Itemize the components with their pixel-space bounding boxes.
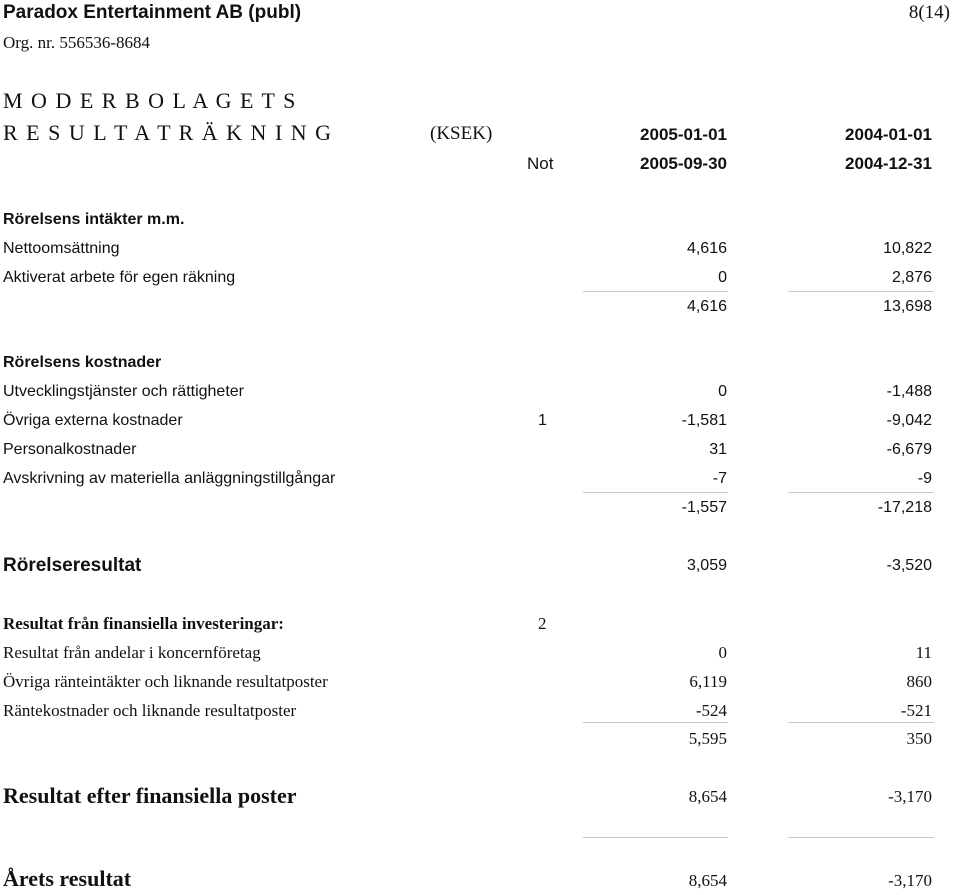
subtotal-rule xyxy=(583,492,728,493)
costs-subtotal-prior: -17,218 xyxy=(877,499,932,516)
value-current: 0 xyxy=(718,269,727,286)
value-current: 4,616 xyxy=(686,240,727,257)
total-rule xyxy=(788,837,934,838)
operating-result-label: Rörelseresultat xyxy=(3,555,142,576)
row-label: Övriga ränteintäkter och liknande resultatposter xyxy=(3,672,328,691)
value-prior: 11 xyxy=(915,643,932,662)
row-label: Resultat från andelar i koncernföretag xyxy=(3,643,261,662)
row-label: Aktiverat arbete för egen räkning xyxy=(3,269,236,286)
company-name: Paradox Entertainment AB (publ) xyxy=(3,2,302,23)
value-prior: -521 xyxy=(900,701,932,720)
result-after-financial-current: 8,654 xyxy=(688,787,727,806)
subtotal-rule xyxy=(583,722,728,723)
financial-subtotal-prior: 350 xyxy=(906,729,932,748)
revenue-subtotal-prior: 13,698 xyxy=(883,298,932,315)
revenue-subtotal-current: 4,616 xyxy=(686,298,727,315)
statement-title-line2: R E S U L T A T R Ä K N I N G xyxy=(3,120,333,145)
result-after-financial-label: Resultat efter finansiella poster xyxy=(3,783,297,808)
note-column-header: Not xyxy=(527,154,554,173)
period-prior-from: 2004-01-01 xyxy=(845,125,932,144)
currency-unit: (KSEK) xyxy=(430,123,493,144)
subtotal-rule xyxy=(583,291,728,292)
net-result-prior: -3,170 xyxy=(888,871,932,890)
value-current: 6,119 xyxy=(689,672,727,691)
org-number: Org. nr. 556536-8684 xyxy=(3,33,151,52)
result-after-financial-prior: -3,170 xyxy=(888,787,932,806)
net-result-label: Årets resultat xyxy=(3,866,132,891)
value-current: -1,581 xyxy=(681,412,727,429)
operating-result-current: 3,059 xyxy=(686,557,727,574)
subtotal-rule xyxy=(788,291,934,292)
period-prior-to: 2004-12-31 xyxy=(845,154,932,173)
statement-title-line1: M O D E R B O L A G E T S xyxy=(3,88,297,113)
note-ref: 1 xyxy=(538,412,547,429)
financial-subtotal-current: 5,595 xyxy=(688,729,727,748)
net-result-current: 8,654 xyxy=(688,871,727,890)
value-prior: -6,679 xyxy=(886,441,932,458)
value-current: 0 xyxy=(718,643,727,662)
note-ref: 2 xyxy=(538,614,547,633)
row-label: Personalkostnader xyxy=(3,441,137,458)
financial-heading: Resultat från finansiella investeringar: xyxy=(3,614,284,633)
subtotal-rule xyxy=(788,722,934,723)
subtotal-rule xyxy=(788,492,934,493)
operating-result-prior: -3,520 xyxy=(886,557,932,574)
costs-heading: Rörelsens kostnader xyxy=(3,354,162,371)
value-prior: 860 xyxy=(906,672,932,691)
value-current: -524 xyxy=(695,701,727,720)
row-label: Avskrivning av materiella anläggningstillgångar xyxy=(3,470,336,487)
value-prior: -1,488 xyxy=(886,383,932,400)
value-current: 31 xyxy=(709,441,727,458)
costs-subtotal-current: -1,557 xyxy=(681,499,727,516)
value-current: 0 xyxy=(718,383,727,400)
value-prior: 10,822 xyxy=(883,240,932,257)
period-current-to: 2005-09-30 xyxy=(640,154,727,173)
total-rule xyxy=(583,837,728,838)
value-current: -7 xyxy=(712,470,727,487)
value-prior: 2,876 xyxy=(891,269,932,286)
value-prior: -9 xyxy=(917,470,932,487)
row-label: Övriga externa kostnader xyxy=(3,412,183,429)
value-prior: -9,042 xyxy=(886,412,932,429)
row-label: Utvecklingstjänster och rättigheter xyxy=(3,383,244,400)
period-current-from: 2005-01-01 xyxy=(640,125,727,144)
page-number: 8(14) xyxy=(908,2,950,23)
row-label: Nettoomsättning xyxy=(3,240,120,257)
row-label: Räntekostnader och liknande resultatposter xyxy=(3,701,297,720)
revenue-heading: Rörelsens intäkter m.m. xyxy=(3,211,185,228)
